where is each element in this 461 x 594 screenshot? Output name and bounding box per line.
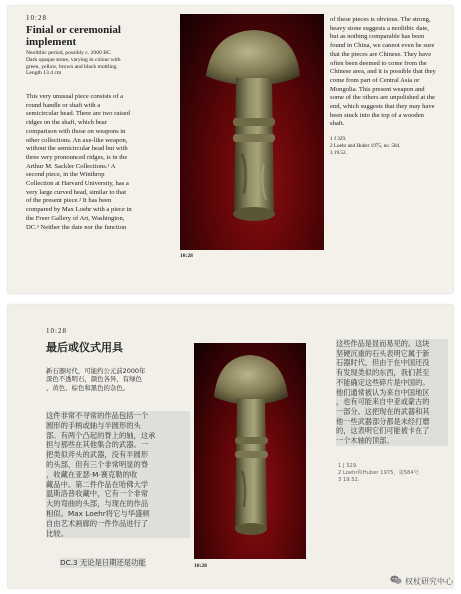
body-line: been stuck into the top of a wooden: [330, 111, 424, 119]
body-line: 相似。Max Loehr将它与华盛顿: [46, 508, 150, 518]
title-line-2: implement: [26, 36, 77, 48]
body-line: 他一些武器部分都是未经打磨: [336, 416, 430, 426]
body-line: 部。有两个凸起的脊上的轴，这承: [46, 430, 156, 440]
body-line: without the semicircular head but with: [26, 145, 128, 153]
plate-number: 10:28: [26, 14, 47, 22]
body-line: heavy stone suggests a neolithic date,: [330, 24, 429, 32]
watermark-text: 权杖研究中心: [405, 576, 453, 586]
body-text: [26, 93, 184, 232]
body-last-line: DC.3 无论是日期还是功能: [60, 558, 146, 567]
body-line: ，收藏在亚瑟·M·赛克勒的收: [46, 469, 138, 479]
body-line: Arthur M. Sackler Collections.¹ A: [26, 162, 116, 170]
body-line: 把类似斧头的武器，没有半圆形: [46, 450, 149, 460]
body-line: that the pieces are Chinese. They have: [330, 50, 432, 58]
body-line: Chinese area, and it is possible that they: [330, 68, 436, 76]
footnote: 2 Loehr and Huber 1975, no. 584.: [330, 143, 401, 149]
body-text: [46, 411, 190, 538]
body-line: 担与那些在其他集合的武器。一: [46, 440, 149, 450]
body-line: This very unusual piece consists of a: [26, 93, 124, 100]
page-title: 最后或仪式用具: [46, 341, 123, 354]
body-line: ridges on the shaft, which bear: [26, 119, 107, 127]
body-line: often been deemed to come from the: [330, 59, 427, 67]
footnote: 1 J 329.: [330, 136, 347, 142]
page-title: [26, 24, 121, 48]
footnotes: [330, 136, 400, 157]
meta-line: Neolithic period, possibly c. 2000 BC: [26, 50, 111, 56]
body-line: other collections. An axe-like weapon,: [26, 136, 128, 144]
body-line: 自由艺术画廊的一件作品进行了: [46, 518, 149, 528]
meta-line: Length 13.4 cm: [26, 70, 62, 77]
footnotes: [338, 463, 419, 484]
meta-line: 深色不透明石，颜色各异，有绿色: [46, 375, 142, 384]
body-line: found in China, we cannot even be sure: [330, 42, 435, 50]
body-line: comparison with those on weapons in: [26, 127, 126, 135]
body-line: compared by Max Loehr with a piece in: [26, 206, 132, 214]
body-line: 这些作品是显而易见的。这块: [336, 339, 430, 348]
body-line: some of the others are unpolished at the: [330, 94, 435, 102]
body-line: Mongolia. This present weapon and: [330, 85, 425, 93]
meta-line: green, yellow, brown and black mottling: [26, 63, 117, 70]
object-metadata: [46, 367, 186, 392]
body-line: 温斯洛普收藏中，它有一个非常: [46, 489, 149, 499]
chinese-page: [8, 305, 453, 588]
title-line-1: Finial or ceremonial: [26, 24, 121, 36]
body-line: of these pieces is obvious. The strong,: [330, 16, 431, 23]
body-line: 石器时代，但由于在中国还没: [336, 358, 430, 368]
body-line: three very pronounced ridges, is in the: [26, 153, 128, 161]
body-line: 藏品中。第二件作品在哈佛大学: [46, 479, 149, 489]
footnote: 2 Loehr和Huber 1975，第584号: [338, 470, 419, 476]
body-line: 坚硬沉重的石头表明它属于新: [336, 348, 430, 358]
body-line: 一个木轴的顶部。: [336, 436, 394, 446]
body-line: 一部分。这把现在的武器和其: [336, 406, 430, 416]
wechat-icon: [390, 572, 402, 590]
body-line: ，也有可能来自中亚或蒙古的: [336, 397, 430, 407]
body-line: 他们通常被认为来自中国地区: [336, 387, 430, 397]
artifact-photo: [194, 343, 306, 559]
body-line: semicircular head. There are two raised: [26, 110, 130, 118]
photo-caption: 10:28: [194, 563, 207, 569]
right-column-text: [330, 16, 452, 129]
artifact-photo: [180, 14, 324, 250]
object-metadata: [26, 50, 176, 77]
body-line: come from part of Central Asia or: [330, 76, 420, 84]
meta-line: 、黄色、棕色和黑色的杂色。: [46, 383, 130, 392]
body-line: 有发现类似的东西，我们甚至: [336, 368, 430, 378]
body-line: the Freer Gallery of Art, Washington,: [26, 214, 125, 222]
footnote: 3 19.52.: [338, 477, 360, 483]
meta-line: Dark opaque stone, varying in colour with: [26, 56, 121, 63]
footnote: 3 19.52.: [330, 150, 347, 156]
right-column-text: [336, 339, 448, 446]
watermark: [390, 572, 453, 590]
body-line: 圆形的手柄或轴与半圆形的头: [46, 420, 141, 430]
body-line: DC.³ Neither the date nor the function: [26, 223, 127, 231]
plate-number: 10:28: [46, 327, 67, 335]
photo-caption: 10:28: [180, 253, 193, 259]
footnote: 1 J 329.: [338, 463, 358, 469]
body-line: 的头部，但有三个非常明显的脊: [46, 459, 149, 469]
body-line: 比较。: [46, 528, 68, 538]
body-line: 的，这表明它们可能被卡在了: [336, 426, 430, 436]
body-line: very large curved head, similar to that: [26, 188, 127, 196]
meta-line: 新石器时代，可能约公元前2000年: [46, 367, 146, 375]
english-page: [8, 6, 453, 293]
body-line: round handle or shaft with a: [26, 101, 101, 109]
body-line: shaft.: [330, 120, 345, 128]
body-line: but as nothing comparable has been: [330, 33, 425, 41]
body-line: 这件非常不寻常的作品包括一个: [46, 411, 149, 420]
body-line: second piece, in the Winthrop: [26, 171, 105, 179]
body-line: end, which suggests that they may have: [330, 103, 435, 111]
body-line: of the present piece.² It has been: [26, 197, 112, 205]
body-line: Collection at Harvard University, has a: [26, 180, 129, 188]
body-line: 不能确定这些碎片是中国的。: [336, 377, 430, 387]
body-line: 大的弯曲的头部，与现在的作品: [46, 499, 149, 509]
